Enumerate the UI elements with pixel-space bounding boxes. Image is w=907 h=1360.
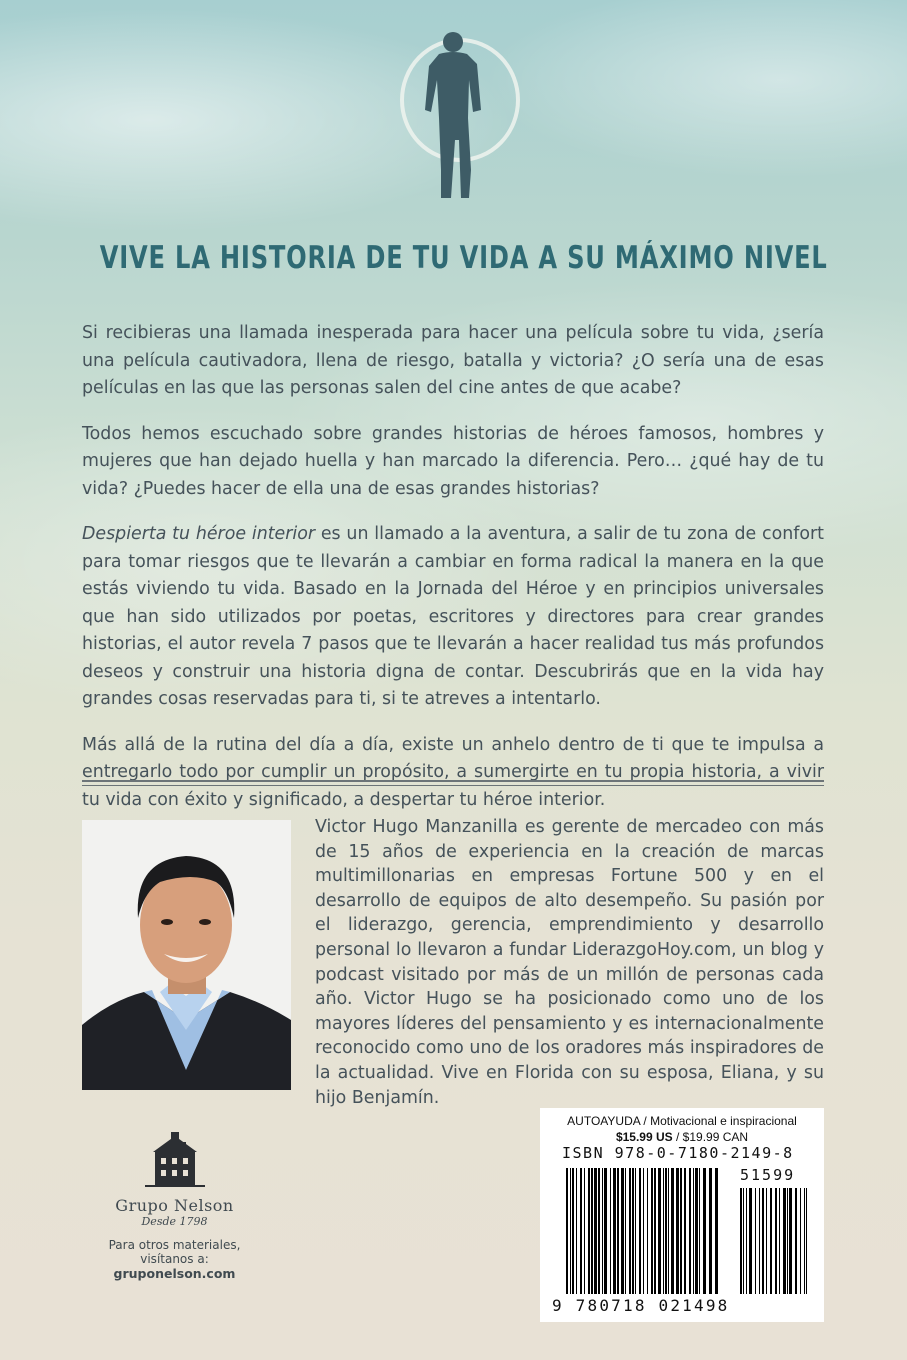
book-category: AUTOAYUDA / Motivacional e inspiracional [567,1114,797,1128]
publisher-visit-text: Para otros materiales, visítanos a: [108,1238,241,1266]
author-bio: Victor Hugo Manzanilla es gerente de mercadeo con más de 15 años de experiencia en la creación de marcas multimillonarias en empresas Fortune 500 y en el desarrollo de equipos de alto desempeño. Su pasión por el liderazgo, gerencia, emprendimiento y desarrollo personal lo llevaron a fundar LiderazgoHoy.com, un blog y podcast visitado por más de un millón de personas cada año. Victor Hugo se ha posicionado como uno de los mayores líderes del pensamiento y es internacionalmente reconocido como uno de los oradores más inspiradores de la actualidad. Vive en Florida con su esposa, Eliana, y su hijo Benjamín. [315,817,824,1108]
author-photo [82,820,291,1090]
back-cover-copy [82,320,824,832]
hero-silhouette-illustration [395,20,525,205]
paragraph: Más allá de la rutina del día a día, existe un anhelo dentro de ti que te impulsa a entregarlo todo por cumplir un propósito, a sumergirte en tu propia historia, a vivir tu vida con éxito y significado, a despertar tu héroe interior. [82,734,824,810]
book-title: Despierta tu héroe interior [82,524,316,544]
paragraph: Todos hemos escuchado sobre grandes historias de héroes famosos, hombres y mujeres que han dejado huella y han marcado la diferencia. Pero… ¿qué hay de tu vida? ¿Puedes hacer de ella una de esas grandes historias? [82,423,824,499]
publisher-block [82,1130,267,1281]
book-price: $15.99 US / $19.99 CAN [615,1130,749,1144]
ean-number: 9 780718 021498 [552,1296,730,1315]
barcode-panel [540,1108,824,1322]
divider [82,780,824,786]
paragraph: Si recibieras una llamada inesperada para hacer una película sobre tu vida, ¿sería una película cautivadora, llena de riesgo, batalla y victoria? ¿O sería una de esas películas en las que las personas salen del cine antes de que acabe? [82,323,824,398]
publisher-logo-icon [145,1130,205,1188]
publisher-since: Desde 1798 [141,1215,208,1228]
publisher-name: Grupo Nelson [115,1196,234,1215]
price-addon-number: 51599 [740,1166,796,1184]
paragraph: Despierta tu héroe interior es un llamado a la aventura, a salir de tu zona de confort para tomar riesgos que te llevarán a cambiar en forma radical la manera en la que estás viviendo tu vida. Basado en la Jornada del Héroe y en principios universales que han sido utilizados por poetas, escritores y directores para crear grandes historias, el autor revela 7 pasos que te llevarán a hacer realidad tus más profundos deseos y construir una historia digna de contar. Descubrirás que en la vida hay grandes cosas reservadas para ti, si te atreves a intentarlo. [82,524,824,709]
headline: VIVE LA HISTORIA DE TU VIDA A SU MÁXIMO NIVEL [99,240,828,276]
isbn-text: ISBN 978-0-7180-2149-8 [562,1144,794,1162]
barcode-icon [562,1166,812,1296]
publisher-url[interactable]: gruponelson.com [113,1266,236,1281]
